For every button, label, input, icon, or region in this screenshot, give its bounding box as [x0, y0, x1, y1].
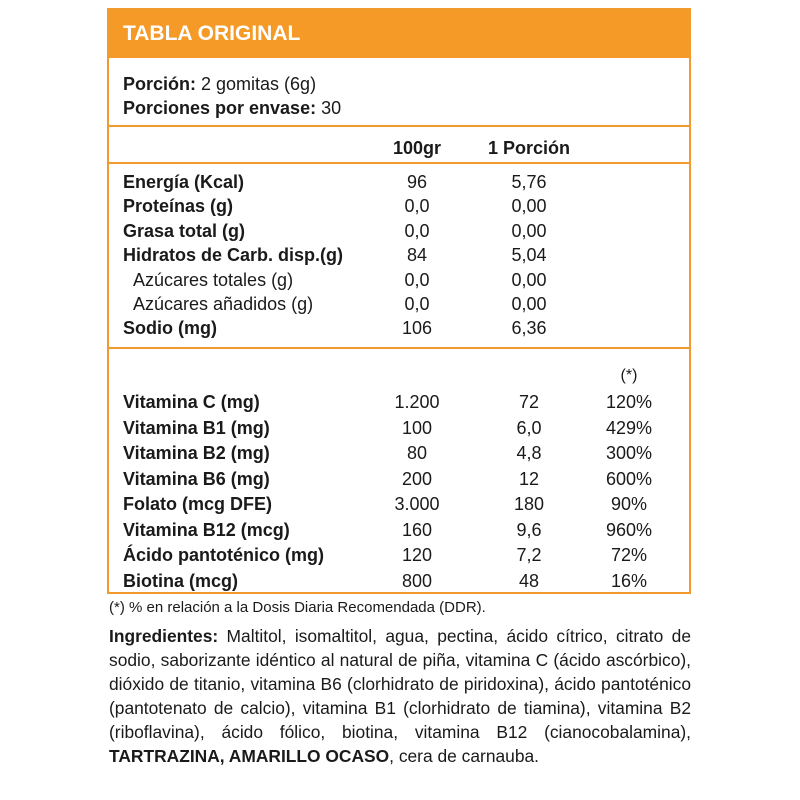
vitamin-ddr-percent: 120%	[605, 392, 653, 412]
vitamin-ddr-percent: 16%	[610, 570, 648, 591]
vitamin-value-100g: 3.000	[394, 494, 440, 514]
nutrient-value-portion: 0,00	[511, 196, 547, 217]
nutrient-value-portion: 5,04	[511, 245, 547, 266]
nutrient-value-100g: 0,0	[404, 196, 430, 217]
vitamin-name: Folato (mcg DFE)	[123, 494, 272, 514]
nutrient-name: Sodio (mg)	[123, 318, 217, 339]
divider	[109, 125, 689, 127]
ingredients-end: , cera de carnauba.	[389, 746, 540, 766]
servings-per-container	[123, 96, 341, 120]
vitamin-value-100g: 1.200	[394, 392, 440, 412]
vitamin-value-100g: 160	[401, 519, 433, 540]
vitamin-name: Biotina (mcg)	[123, 570, 238, 591]
nutrient-value-100g: 84	[406, 245, 428, 266]
vitamin-value-100g: 800	[401, 570, 433, 591]
divider	[109, 162, 689, 164]
vitamin-ddr-percent: 960%	[605, 519, 653, 540]
vitamin-value-100g: 100	[401, 417, 433, 438]
vitamin-value-portion: 9,6	[516, 519, 542, 540]
vitamin-value-portion: 6,0	[516, 417, 542, 438]
vitamin-value-portion: 72	[518, 392, 540, 412]
nutrient-value-100g: 0,0	[404, 269, 430, 290]
vitamin-ddr-percent: 600%	[605, 468, 653, 489]
ingredients-paragraph	[109, 624, 691, 768]
vitamin-value-100g: 200	[401, 468, 433, 489]
vitamin-name: Ácido pantoténico (mg)	[123, 545, 324, 565]
vitamin-name: Vitamina B6 (mg)	[123, 468, 270, 489]
nutrient-name: Grasa total (g)	[123, 220, 246, 241]
divider	[109, 347, 689, 349]
vitamin-value-portion: 7,2	[516, 545, 542, 565]
table-title: TABLA ORIGINAL	[109, 10, 689, 58]
serving-size	[123, 72, 316, 96]
column-header-100gr: 100gr	[392, 138, 442, 158]
nutrient-value-portion: 0,00	[511, 294, 547, 314]
nutrient-value-100g: 0,0	[404, 294, 430, 314]
serving-size-label: Porción:	[123, 74, 197, 94]
vitamin-value-portion: 4,8	[516, 443, 542, 463]
column-header-portion: 1 Porción	[487, 138, 571, 158]
nutrient-value-portion: 0,00	[511, 220, 547, 241]
nutrient-value-100g: 96	[406, 172, 428, 192]
nutrient-value-portion: 5,76	[511, 172, 547, 192]
nutrient-name: Proteínas (g)	[123, 196, 234, 217]
ddr-footnote: (*) % en relación a la Dosis Diaria Recomendada (DDR).	[109, 599, 486, 616]
ingredients-colorants: TARTRAZINA, AMARILLO OCASO	[109, 746, 390, 766]
servings-per-container-label: Porciones por envase:	[123, 98, 317, 118]
nutrient-value-100g: 0,0	[404, 220, 430, 241]
nutrient-value-portion: 0,00	[511, 269, 547, 290]
serving-size-value: 2 gomitas (6g)	[196, 74, 317, 94]
nutrient-name: Azúcares totales (g)	[133, 269, 294, 290]
vitamin-ddr-percent: 429%	[605, 417, 653, 438]
vitamin-value-portion: 12	[518, 468, 540, 489]
vitamin-ddr-percent: 72%	[610, 545, 648, 565]
vitamin-ddr-percent: 300%	[605, 443, 653, 463]
servings-per-container-value: 30	[316, 98, 342, 118]
nutrient-value-100g: 106	[401, 318, 433, 339]
vitamin-name: Vitamina B12 (mcg)	[123, 519, 290, 540]
vitamin-name: Vitamina B2 (mg)	[123, 443, 270, 463]
nutrient-value-portion: 6,36	[511, 318, 547, 339]
vitamin-value-portion: 48	[518, 570, 540, 591]
vitamin-value-100g: 80	[406, 443, 428, 463]
nutrient-name: Azúcares añadidos (g)	[133, 294, 314, 314]
vitamin-value-100g: 120	[401, 545, 433, 565]
vitamin-value-portion: 180	[513, 494, 545, 514]
vitamin-ddr-percent: 90%	[610, 494, 648, 514]
ingredients-label: Ingredientes:	[109, 626, 219, 646]
vitamin-name: Vitamina C (mg)	[123, 392, 260, 412]
ingredients-text: Maltitol, isomaltitol, agua, pectina, ácido cítrico, citrato de sodio, saborizante idéntico al natural de piña, vitamina C (ácido ascórbico), dióxido de titanio, vitamina B6 (clorhidrato de piridoxina), ácido pantoténico (pantotenato de calcio), vitamina B1 (clorhidrato de tiamina), vitamina B2 (riboflavina), ácido fólico, biotina, vitamina B12 (cianocobalamina),	[109, 626, 691, 742]
ddr-header: (*)	[620, 367, 638, 384]
nutrient-name: Energía (Kcal)	[123, 172, 245, 192]
nutrient-name: Hidratos de Carb. disp.(g)	[123, 245, 344, 266]
vitamin-name: Vitamina B1 (mg)	[123, 417, 270, 438]
nutrition-table	[107, 8, 691, 594]
